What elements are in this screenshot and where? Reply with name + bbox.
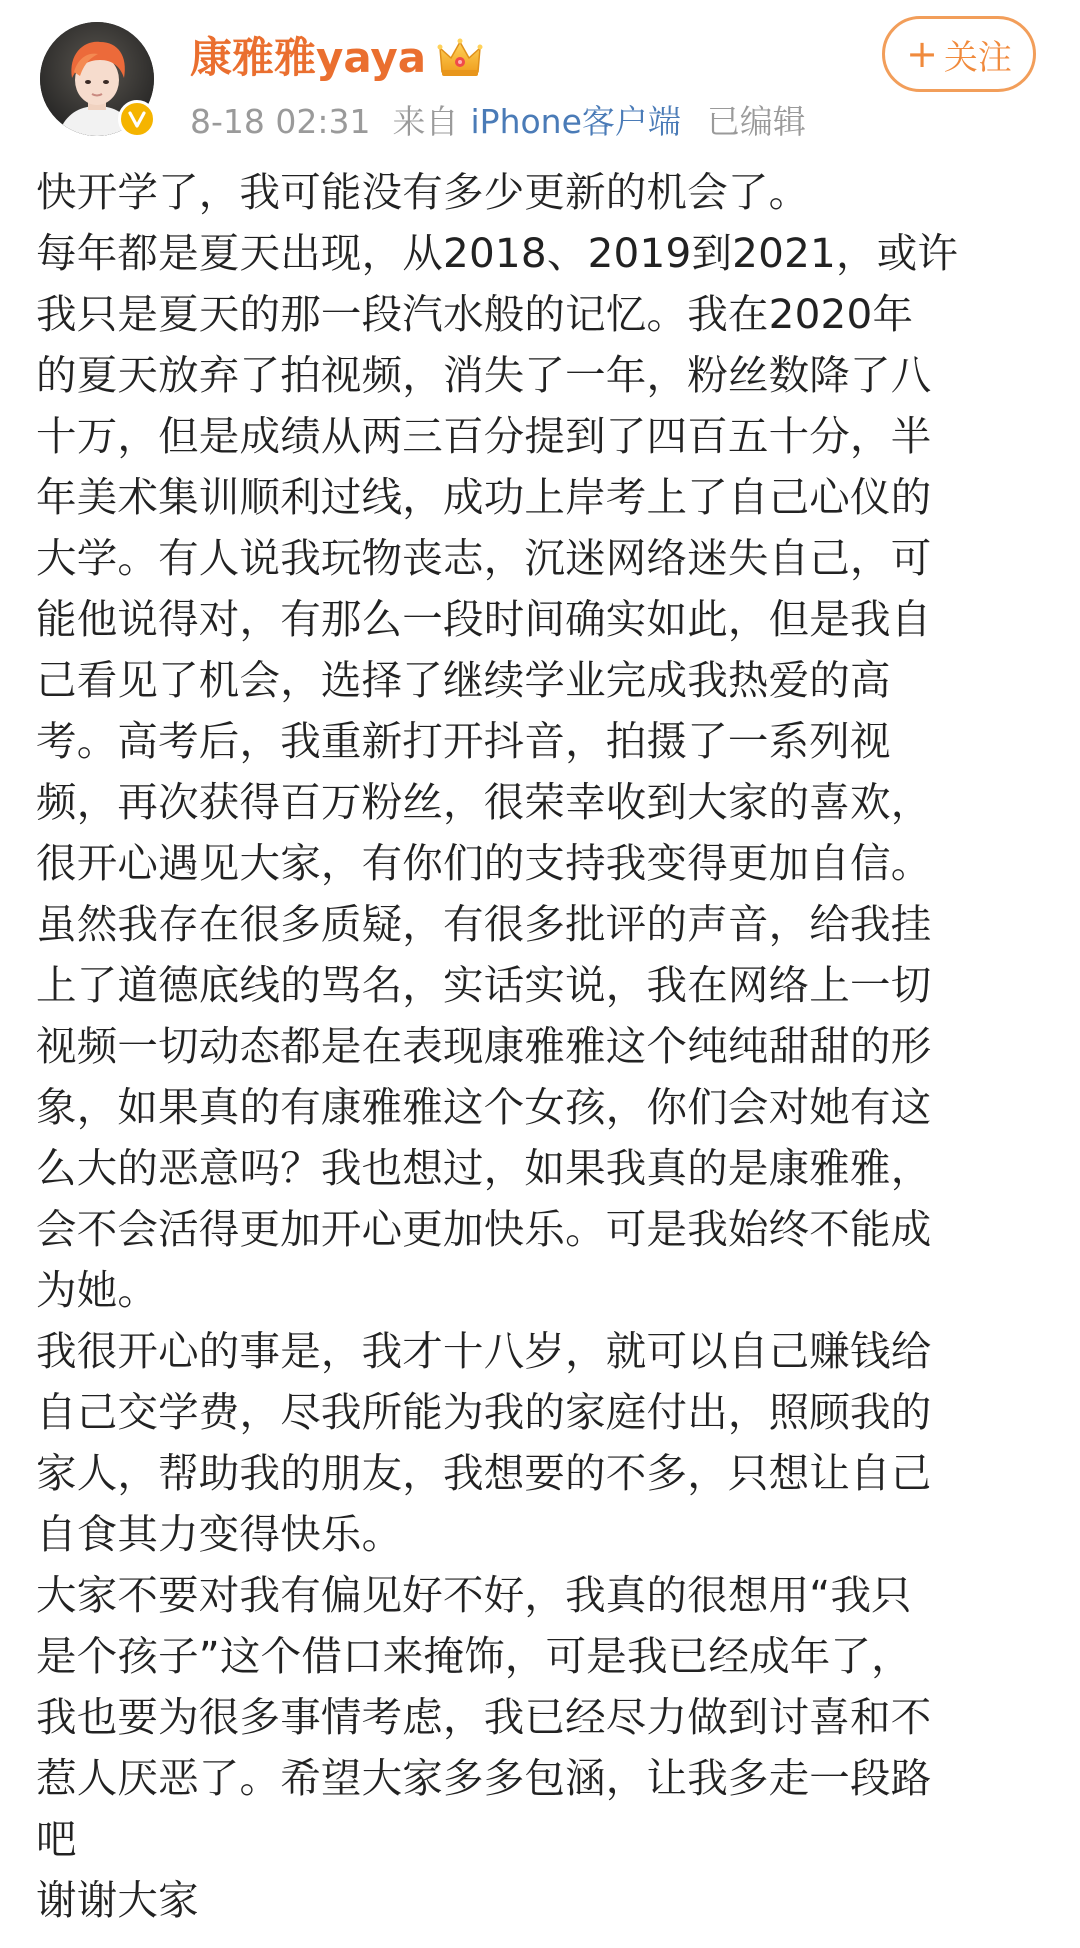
- post-text-line: 象，如果真的有康雅雅这个女孩，你们会对她有这: [36, 1083, 932, 1131]
- post-text-line: 视频一切动态都是在表现康雅雅这个纯纯甜甜的形: [36, 1022, 932, 1070]
- post-text-line: 么大的恶意吗？我也想过，如果我真的是康雅雅，: [36, 1144, 932, 1192]
- follow-button[interactable]: [882, 16, 1036, 92]
- post-text-line: 十万，但是成绩从两三百分提到了四百五十分，半: [36, 412, 932, 460]
- crown-icon[interactable]: [436, 36, 484, 80]
- post-text-line: 我也要为很多事情考虑，我已经尽力做到讨喜和不: [36, 1693, 932, 1741]
- post-text-line: 会不会活得更加开心更加快乐。可是我始终不能成: [36, 1205, 932, 1253]
- edited-label[interactable]: 已编辑: [706, 102, 806, 141]
- post-text-line: 我只是夏天的那一段汽水般的记忆。我在2020年: [36, 290, 914, 338]
- post-text-line: 为她。: [36, 1266, 159, 1314]
- post-text-line: 己看见了机会，选择了继续学业完成我热爱的高: [36, 656, 891, 704]
- post-time: 8-18 02:31: [190, 102, 371, 141]
- post-text-line: 快开学了，我可能没有多少更新的机会了。: [36, 168, 810, 216]
- plus-icon: +: [906, 32, 938, 76]
- verified-badge-icon: [118, 100, 156, 138]
- post-header: [0, 0, 1080, 160]
- username-row: [190, 30, 484, 86]
- post-text-line: 大学。有人说我玩物丧志，沉迷网络迷失自己，可: [36, 534, 932, 582]
- post-text-line: 很开心遇见大家，有你们的支持我变得更加自信。: [36, 839, 932, 887]
- follow-label: 关注: [943, 37, 1012, 78]
- post-text-line: 自己交学费，尽我所能为我的家庭付出，照顾我的: [36, 1388, 932, 1436]
- avatar-container[interactable]: [40, 22, 154, 136]
- post-text-line: 自食其力变得快乐。: [36, 1510, 403, 1558]
- post-text-line: 考。高考后，我重新打开抖音，拍摄了一系列视: [36, 717, 891, 765]
- post-text-line: 是个孩子”这个借口来掩饰，可是我已经成年了，: [36, 1632, 912, 1680]
- post-text-line: 每年都是夏天出现，从2018、2019到2021，或许: [36, 229, 959, 277]
- username[interactable]: 康雅雅yaya: [190, 33, 427, 82]
- post-text-line: 频，再次获得百万粉丝，很荣幸收到大家的喜欢，: [36, 778, 932, 826]
- post-text-line: 能他说得对，有那么一段时间确实如此，但是我自: [36, 595, 932, 643]
- post-text-line: 大家不要对我有偏见好不好，我真的很想用“我只: [36, 1571, 912, 1619]
- post-text-line: 我很开心的事是，我才十八岁，就可以自己赚钱给: [36, 1327, 932, 1375]
- post-text-line: 年美术集训顺利过线，成功上岸考上了自己心仪的: [36, 473, 932, 521]
- source-device-link[interactable]: iPhone客户端: [470, 102, 681, 141]
- post-body: [36, 162, 1046, 1931]
- source-prefix: 来自: [392, 102, 459, 141]
- post-text-line: 谢谢大家: [36, 1876, 199, 1924]
- post-text-line: 虽然我存在很多质疑，有很多批评的声音，给我挂: [36, 900, 932, 948]
- post-text-line: 惹人厌恶了。希望大家多多包涵，让我多走一段路: [36, 1754, 932, 1802]
- post-text-line: 吧: [36, 1815, 77, 1863]
- post-text-line: 的夏天放弃了拍视频，消失了一年，粉丝数降了八: [36, 351, 932, 399]
- post-text-line: 上了道德底线的骂名，实话实说，我在网络上一切: [36, 961, 932, 1009]
- post-text-line: 家人，帮助我的朋友，我想要的不多，只想让自己: [36, 1449, 932, 1497]
- post-meta: [190, 98, 828, 146]
